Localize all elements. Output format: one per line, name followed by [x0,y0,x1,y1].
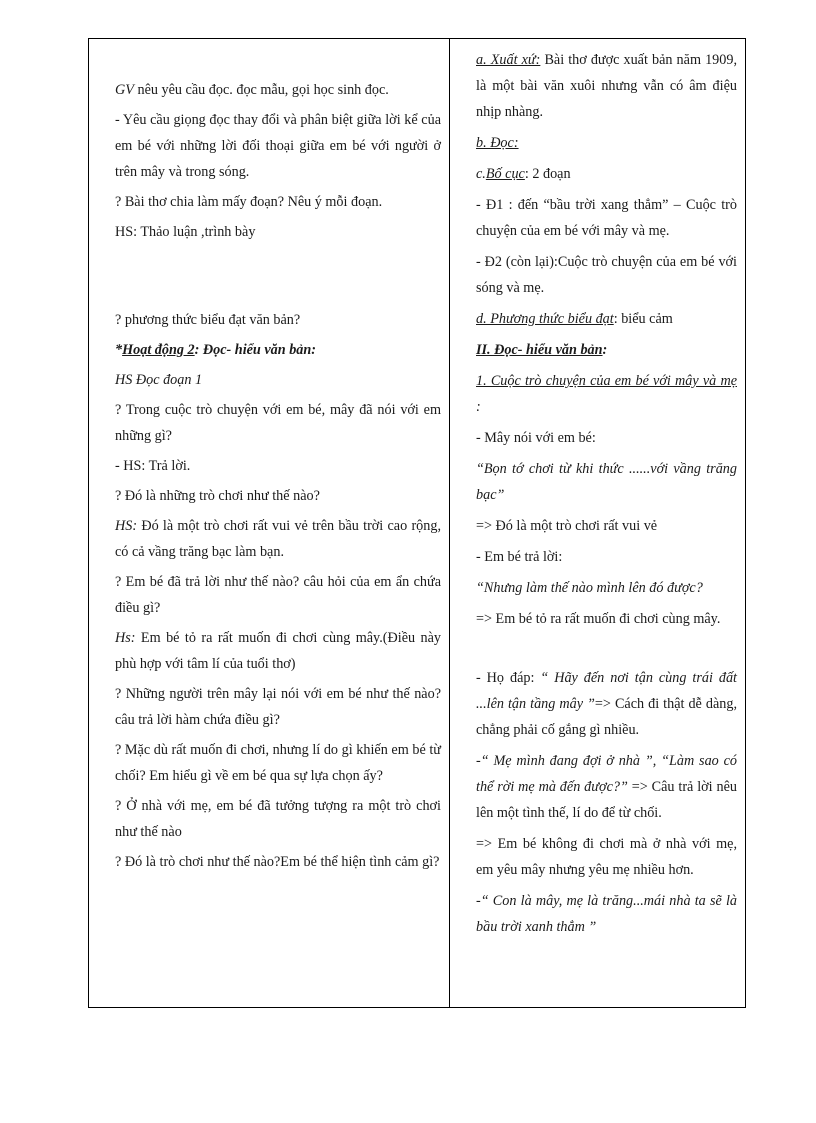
para-question-mode: ? phương thức biểu đạt văn bản? [115,312,301,328]
layout-label: Bố cục [485,166,525,182]
layout-text: : 2 đoạn [524,166,571,182]
cloud-conclusion: => Đó là một trò chơi rất vui vẻ [476,518,658,534]
origin-label: a. Xuất xứ: [476,52,541,68]
para-question-sections: ? Bài thơ chia làm mấy đoạn? Nêu ý mỗi đoạn. [115,194,383,210]
gv-text: nêu yêu cầu đọc. đọc mẫu, gọi học sinh đọc. [133,82,389,98]
para-hs-discuss: HS: Thảo luận ,trình bày [115,224,256,240]
child-imagines-dash: - [476,893,481,909]
para-question-people: ? Những người trên mây lại nói với em bé như thế nào? câu trả lời hàm chứa điều gì? [115,686,441,728]
cloud-says: - Mây nói với em bé: [476,430,596,446]
para-question-cloud-said: ? Trong cuộc trò chuyện với em bé, mây đã nói với em những gì? [115,402,441,444]
origin-section [476,47,737,125]
mother-waiting-quote: “ Mẹ mình đang đợi ở nhà ”, “Làm sao có thể rời mẹ mà đến được?” [476,753,737,795]
part-2-heading [476,337,737,363]
they-reply-result: => Cách đi thật dễ dàng, chẳng phải cố gắng gì nhiều. [476,696,737,738]
part-2-colon: : [602,342,608,358]
para-hs-answer: - HS: Trả lời. [115,458,191,474]
child-imagines [476,888,737,940]
child-replies: - Em bé trả lời: [476,549,563,565]
mother-waiting-result: => Câu trả lời nêu lên một tình thế, lí do để từ chối. [476,779,737,821]
activity-2-label: Hoạt động 2 [122,342,195,358]
spacer [115,249,441,307]
they-reply [476,665,737,743]
part-2-title: II. Đọc- hiểu văn bản [476,342,603,358]
spacer-right [476,637,737,665]
subsection-1-title: 1. Cuộc trò chuyện của em bé với mây và mẹ [476,373,737,389]
para-question-imagine: ? Ở nhà với mẹ, em bé đã tưởng tượng ra một trò chơi như thế nào [115,798,441,840]
child-conclusion: => Em bé tỏ ra rất muốn đi chơi cùng mây. [476,611,721,627]
hs-label-2: Hs: [115,630,136,646]
para-hs-reply [115,625,441,677]
para-question-refuse: ? Mặc dù rất muốn đi chơi, nhưng lí do gì khiến em bé từ chối? Em hiểu gì về em bé qua sự lựa chọn ấy? [115,742,441,784]
para-hs-read: HS Đọc đoạn 1 [115,372,203,388]
hs-games-text: Đó là một trò chơi rất vui vẻ trên bầu trời cao rộng, có cả vầng trăng bạc làm bạn. [115,518,441,560]
subsection-1-heading [476,368,737,420]
hs-label: HS: [115,518,138,534]
star-mark: * [115,342,123,358]
subsection-1-colon: : [476,399,481,415]
child-imagines-quote: “ Con là mây, mẹ là trăng...mái nhà ta sẽ là bầu trời xanh thẳm ” [476,893,737,935]
mother-waiting [476,748,737,826]
teacher-activity-column [89,39,450,1007]
para-question-games: ? Đó là những trò chơi như thế nào? [115,488,320,504]
reading-heading: b. Đọc: [476,135,519,151]
layout-prefix: c. [476,166,486,182]
they-reply-quote: “ Hãy đến nơi tận cùng trái đất ...lên tận tầng mây ” [476,670,737,712]
activity-2-title: : Đọc- hiểu văn bản: [194,342,317,358]
section-2-desc: - Đ2 (còn lại):Cuộc trò chuyện của em bé với sóng và mẹ. [476,254,737,296]
content-column [450,39,745,1007]
para-hs-games [115,513,441,565]
para-gv-instruction [115,77,441,103]
gv-label: GV [115,82,134,98]
hs-reply-text: Em bé tỏ ra rất muốn đi chơi cùng mây.(Điều này phù hợp với tâm lí của tuổi thơ) [115,630,441,672]
expression-text: : biểu cảm [613,311,673,327]
expression-label: d. Phương thức biểu đạt [476,311,614,327]
para-question-reply: ? Em bé đã trả lời như thế nào? câu hỏi của em ẩn chứa điều gì? [115,574,441,616]
they-reply-prefix: - Họ đáp: [476,670,541,686]
mother-waiting-dash: - [476,753,481,769]
child-quote: “Nhưng làm thế nào mình lên đó được? [476,580,703,596]
lesson-table [88,38,746,1008]
layout-section [476,161,737,187]
cloud-quote: “Bọn tớ chơi từ khi thức ......với vầng trăng bạc” [476,461,737,503]
para-question-feeling: ? Đó là trò chơi như thế nào?Em bé thể hiện tình cảm gì? [115,854,440,870]
child-stays-home: => Em bé không đi chơi mà ở nhà với mẹ, em yêu mây nhưng yêu mẹ nhiều hơn. [476,836,737,878]
para-voice-requirement: - Yêu cầu giọng đọc thay đổi và phân biệt giữa lời kể của em bé với những lời đối thoại giữa em bé với người ở trên mây và trong sóng. [115,112,441,180]
activity-2-heading [115,337,441,363]
expression-mode [476,306,737,332]
section-1-desc: - Đ1 : đến “bầu trời xang thẳm” – Cuộc trò chuyện của em bé với mây và mẹ. [476,197,737,239]
origin-text: Bài thơ được xuất bản năm 1909, là một bài văn xuôi nhưng vẫn có âm điệu nhịp nhàng. [476,52,737,120]
